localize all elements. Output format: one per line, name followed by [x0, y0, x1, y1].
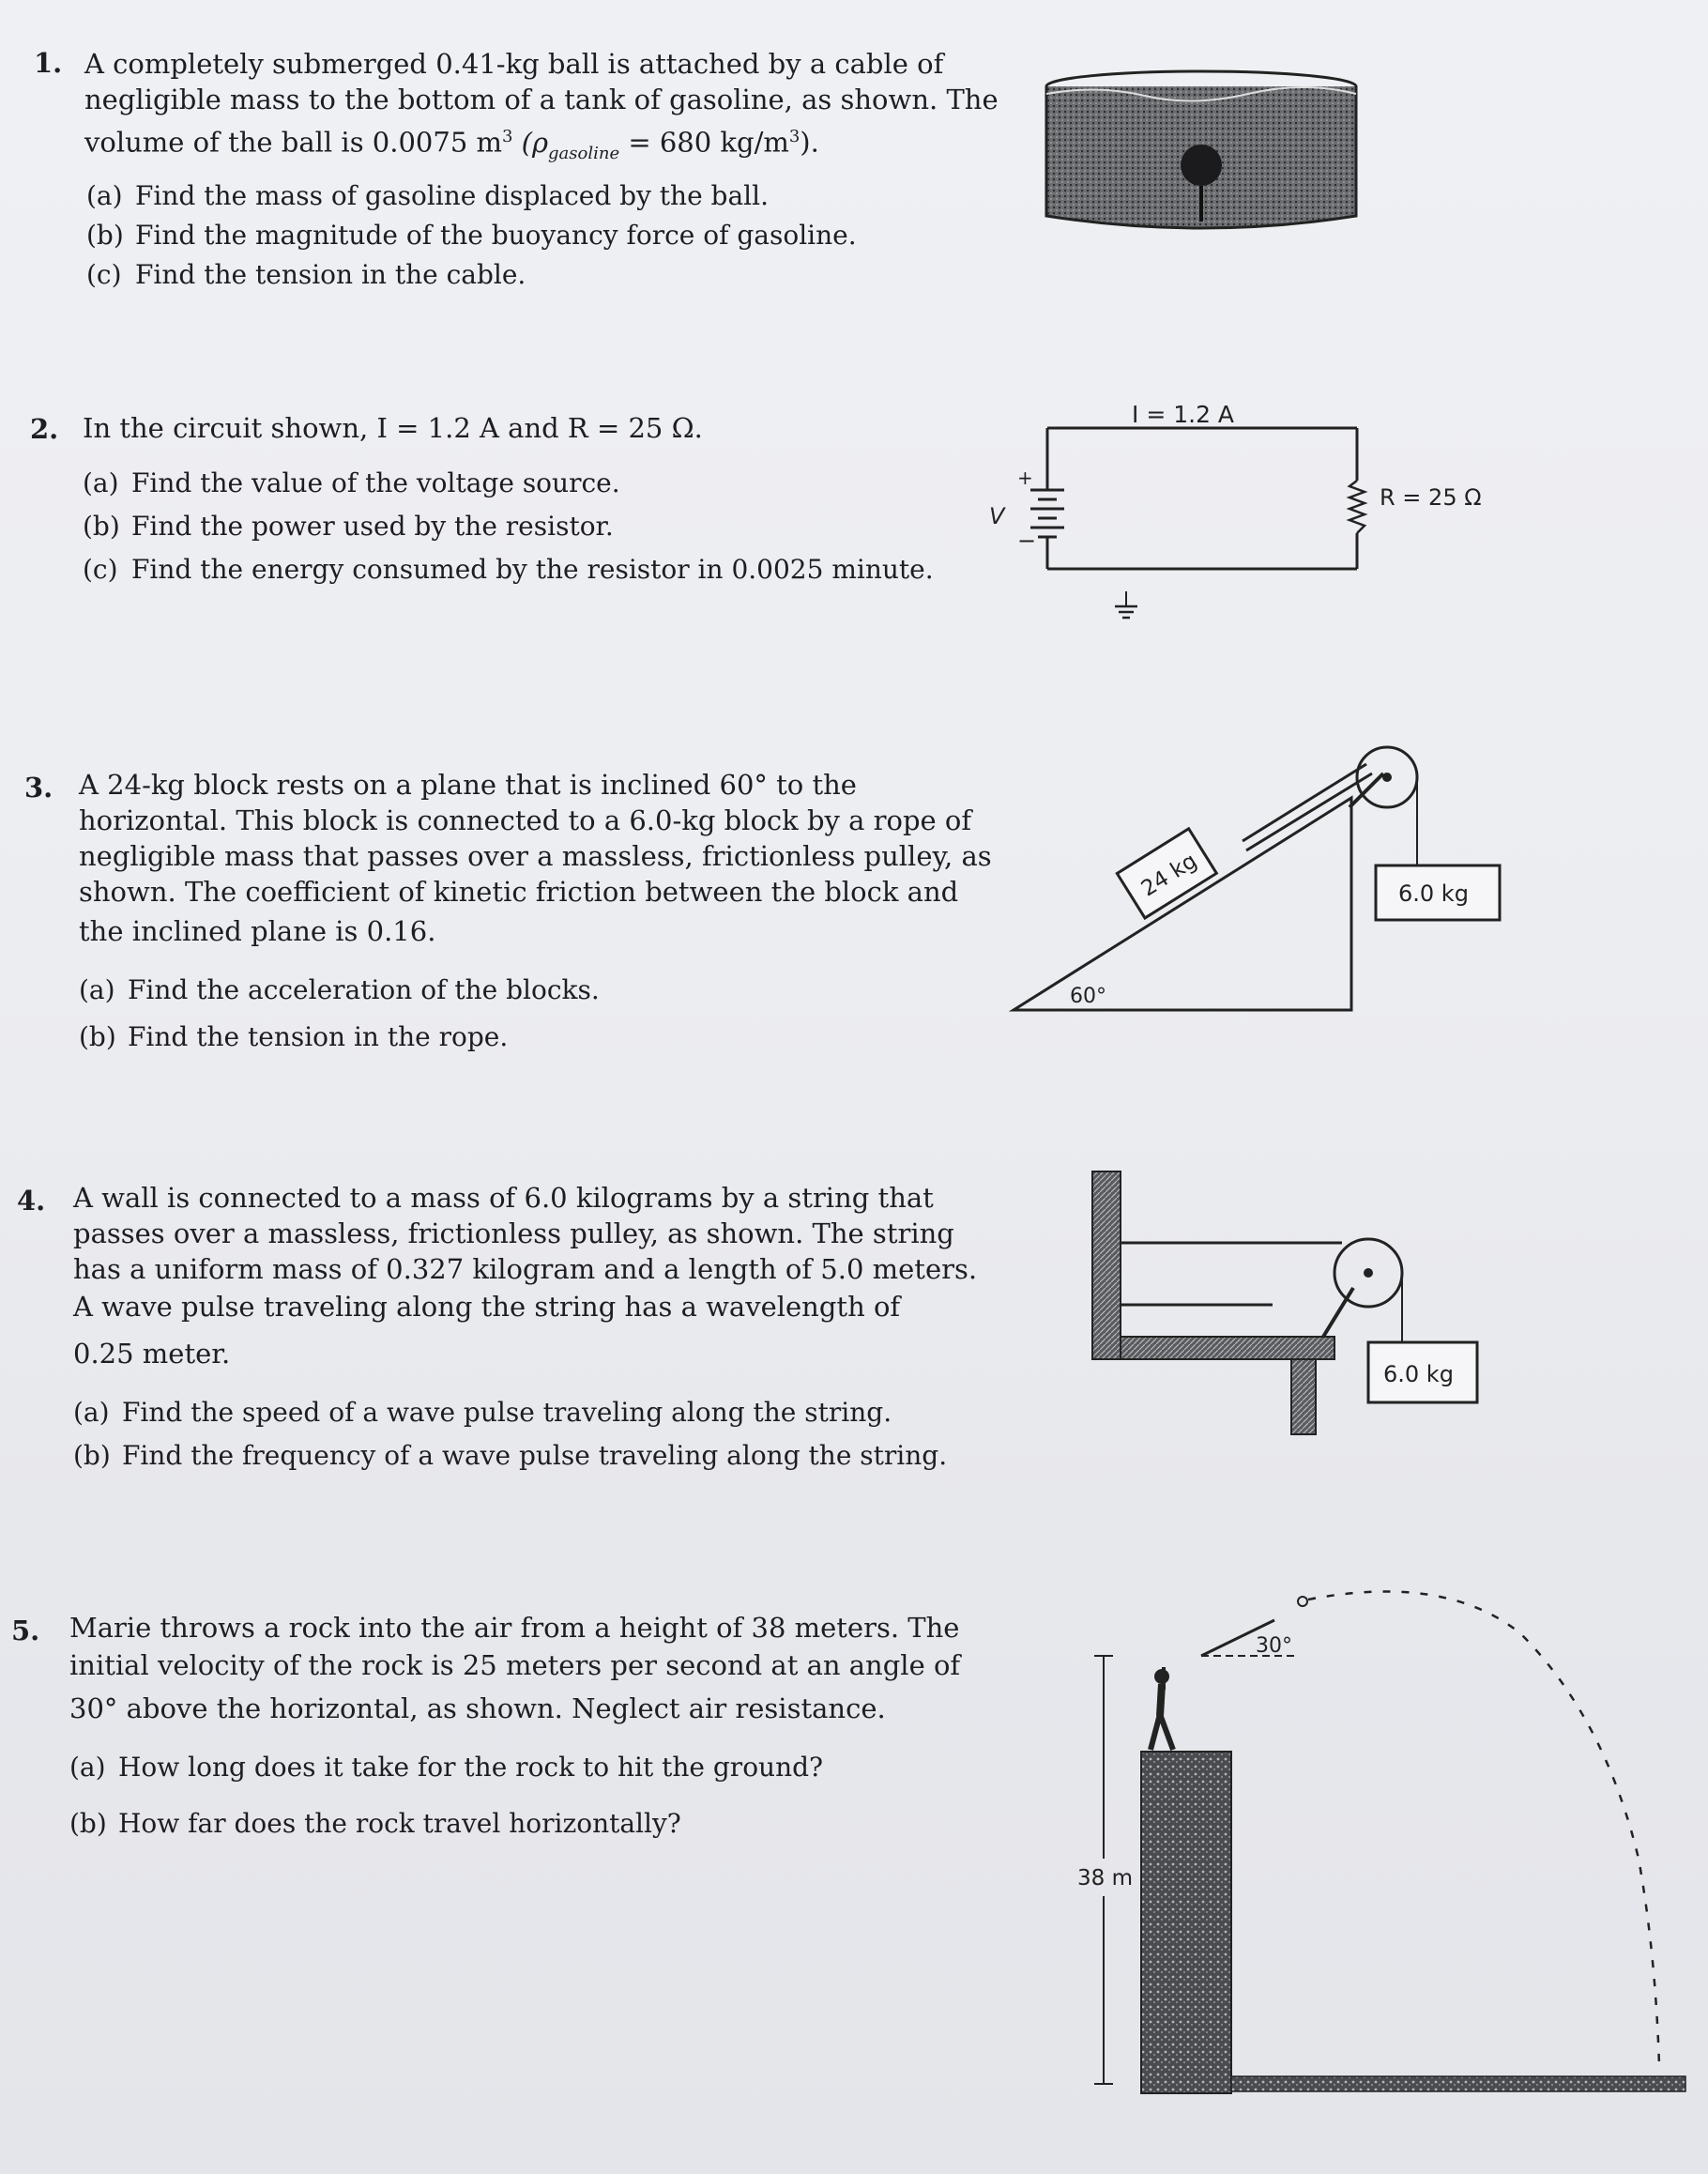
part-text: Find the acceleration of the blocks.: [128, 974, 600, 1005]
problem-number: 5.: [11, 1615, 40, 1646]
exponent: 3: [788, 127, 801, 146]
block-24kg-label: 24 kg: [1136, 849, 1202, 902]
part-b: [79, 1021, 508, 1052]
exponent: 3: [501, 127, 513, 146]
part-text: Find the tension in the rope.: [128, 1021, 509, 1052]
pulley-axle: [1364, 1268, 1373, 1278]
part-label: (b): [69, 1808, 107, 1839]
part-c: [86, 259, 526, 290]
wall-pulley-figure: [1089, 1164, 1492, 1446]
part-b: [73, 1440, 947, 1471]
incline-figure: [1004, 732, 1511, 1023]
rho-symbol: (ρ: [521, 126, 549, 159]
ground: [1231, 2076, 1685, 2091]
block-6kg-label: 6.0 kg: [1398, 880, 1469, 907]
question-line: A completely submerged 0.41-kg ball is attached by a cable of: [84, 48, 944, 80]
question-line: initial velocity of the rock is 25 meters per second at an angle of: [69, 1649, 961, 1681]
cliff: [1141, 1752, 1231, 2093]
part-label: (b): [83, 511, 120, 542]
problem-number: 2.: [30, 413, 59, 445]
part-a: [79, 974, 600, 1005]
resistor-label: R = 25 Ω: [1380, 484, 1482, 511]
question-line: negligible mass that passes over a massless, frictionless pulley, as: [79, 840, 992, 872]
question-line: negligible mass to the bottom of a tank of gasoline, as shown. The: [84, 84, 999, 115]
question-line: Marie throws a rock into the air from a height of 38 meters. The: [69, 1612, 960, 1644]
part-b: [86, 220, 857, 251]
question-line: A wave pulse traveling along the string has a wavelength of: [73, 1291, 901, 1323]
current-label: I = 1.2 A: [1132, 401, 1235, 428]
trajectory: [1308, 1591, 1659, 2065]
inclined-plane: [1014, 798, 1351, 1010]
part-label: (b): [86, 220, 124, 251]
part-text: Find the frequency of a wave pulse traveling along the string.: [122, 1440, 948, 1471]
pulley-mount: [1323, 1288, 1353, 1337]
rho-subscript: gasoline: [548, 143, 620, 163]
plus-sign: +: [1017, 467, 1033, 489]
close-paren: ).: [800, 126, 819, 159]
question-line: shown. The coefficient of kinetic friction between the block and: [79, 876, 959, 908]
question-line: horizontal. This block is connected to a 6.0-kg block by a rope of: [79, 804, 972, 836]
wall: [1092, 1171, 1121, 1359]
table-top: [1121, 1337, 1334, 1359]
voltage-label: V: [989, 503, 1005, 529]
part-a: [73, 1397, 892, 1428]
circuit-figure: [976, 394, 1502, 638]
part-label: (b): [79, 1021, 116, 1052]
problem-number: 1.: [34, 47, 63, 79]
problem-number: 4.: [17, 1185, 46, 1217]
table-leg: [1291, 1359, 1316, 1434]
part-c: [83, 554, 934, 585]
part-text: Find the value of the voltage source.: [131, 467, 620, 498]
part-text: Find the power used by the resistor.: [131, 511, 614, 542]
part-label: (c): [83, 554, 118, 585]
part-text: How long does it take for the rock to hit the ground?: [118, 1752, 824, 1783]
part-a: [69, 1752, 823, 1783]
rope-lower: [1243, 764, 1366, 841]
part-text: Find the tension in the cable.: [135, 259, 526, 290]
part-label: (b): [73, 1440, 111, 1471]
pulley-axle: [1382, 773, 1392, 782]
part-a: [83, 467, 620, 498]
submerged-ball: [1181, 145, 1222, 186]
question-line: In the circuit shown, I = 1.2 A and R = 25 Ω.: [83, 412, 703, 444]
part-label: (c): [86, 259, 122, 290]
rock-icon: [1298, 1597, 1307, 1606]
question-line: the inclined plane is 0.16.: [79, 915, 436, 947]
angle-label: 30°: [1256, 1634, 1292, 1658]
height-label: 38 m: [1077, 1866, 1133, 1891]
question-line: [84, 118, 819, 172]
part-label: (a): [73, 1397, 110, 1428]
part-text: Find the mass of gasoline displaced by the ball.: [135, 180, 769, 211]
mass-label: 6.0 kg: [1383, 1361, 1454, 1387]
question-line: passes over a massless, frictionless pulley, as shown. The string: [73, 1217, 954, 1249]
gasoline-tank-figure: [1042, 66, 1361, 235]
question-line: has a uniform mass of 0.327 kilogram and a length of 5.0 meters.: [73, 1253, 978, 1285]
question-line: 0.25 meter.: [73, 1338, 231, 1370]
person-icon: [1151, 1667, 1173, 1750]
block-24kg: [1117, 829, 1216, 918]
projectile-figure: [1051, 1577, 1689, 2112]
density-text: = 680 kg/m: [628, 126, 789, 159]
rope-upper: [1246, 773, 1372, 850]
minus-sign: −: [1017, 528, 1037, 554]
question-line: A 24-kg block rests on a plane that is inclined 60° to the: [79, 769, 857, 801]
part-text: Find the energy consumed by the resistor in 0.0025 minute.: [131, 554, 934, 585]
problem-number: 3.: [24, 772, 53, 804]
part-a: [86, 180, 769, 211]
question-line: A wall is connected to a mass of 6.0 kilograms by a string that: [73, 1182, 934, 1214]
question-line: 30° above the horizontal, as shown. Neglect air resistance.: [69, 1692, 886, 1724]
angle-label: 60°: [1070, 985, 1106, 1008]
part-text: Find the magnitude of the buoyancy force of gasoline.: [135, 220, 857, 251]
part-text: How far does the rock travel horizontally?: [118, 1808, 681, 1839]
part-label: (a): [86, 180, 123, 211]
part-label: (a): [69, 1752, 106, 1783]
part-text: Find the speed of a wave pulse traveling along the string.: [122, 1397, 892, 1428]
part-label: (a): [83, 467, 119, 498]
part-label: (a): [79, 974, 115, 1005]
part-b: [69, 1808, 681, 1839]
ground-icon: [1115, 591, 1137, 618]
volume-text: volume of the ball is 0.0075 m: [84, 126, 502, 159]
part-b: [83, 511, 614, 542]
